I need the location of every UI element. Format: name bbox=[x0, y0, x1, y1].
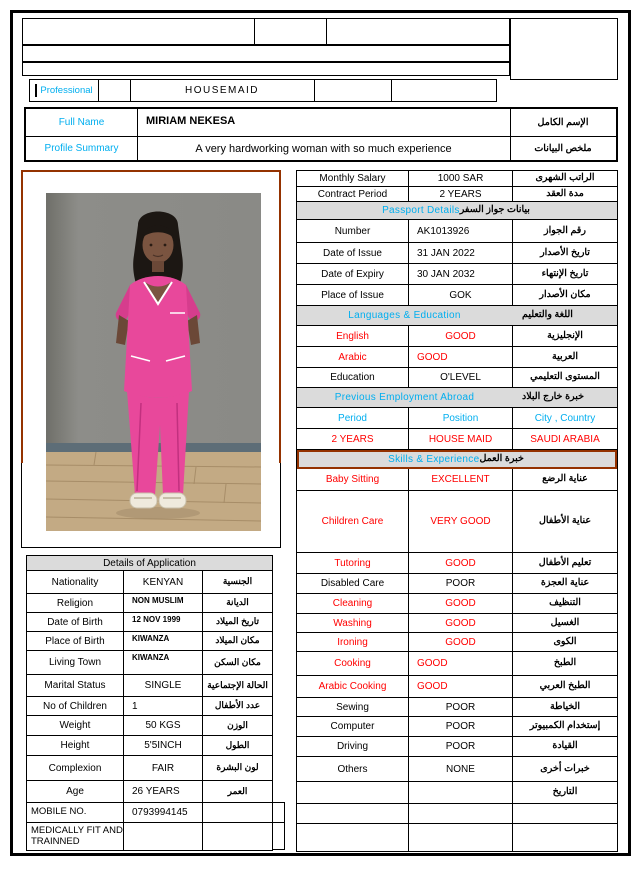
section-title-ar: خبرة العمل bbox=[479, 453, 524, 465]
disabled-care-arabic: عناية العجزة bbox=[512, 574, 617, 593]
section-title-ar: خبرة خارج البلاد bbox=[522, 391, 585, 403]
table-row-others bbox=[297, 757, 617, 782]
marital-status-arabic: الحالة الإجتماعية bbox=[202, 675, 272, 696]
number-arabic: رقم الجواز bbox=[512, 220, 617, 242]
profile-summary-arabic: ملخص البيانات bbox=[534, 143, 592, 154]
cooking-label: Cooking bbox=[334, 658, 371, 669]
age-label: Age bbox=[66, 786, 84, 797]
age-value: 26 YEARS bbox=[123, 781, 202, 802]
divider bbox=[98, 80, 99, 101]
arabic-cooking-label: Arabic Cooking bbox=[318, 681, 387, 692]
place-of-issue-arabic: مكان الأصدار bbox=[512, 285, 617, 305]
computer-value: POOR bbox=[408, 717, 512, 736]
cleaning-value: GOOD bbox=[408, 594, 512, 613]
table-row-religion bbox=[27, 594, 272, 613]
row-label bbox=[297, 804, 408, 823]
driving-arabic: القيادة bbox=[512, 737, 617, 756]
header-empty-row-2 bbox=[22, 62, 510, 76]
section-title-ar: اللغة والتعليم bbox=[522, 309, 573, 321]
tutoring-value: GOOD bbox=[408, 553, 512, 573]
number-value: AK1013926 bbox=[408, 220, 512, 242]
height-label: Height bbox=[60, 740, 90, 751]
medically-fit-and-trainned-label: MEDICALLY FIT AND TRAINNED bbox=[31, 825, 123, 847]
section-title-en: Previous Employment Abroad bbox=[334, 392, 475, 403]
mobile-no-label: MOBILE NO. bbox=[31, 806, 87, 818]
mobile-no-arabic bbox=[202, 803, 272, 822]
arabic-cooking-arabic: الطبخ العربي bbox=[512, 676, 617, 697]
others-label: Others bbox=[337, 763, 368, 775]
contract-period-value: 2 YEARS bbox=[408, 187, 512, 201]
divider bbox=[314, 80, 315, 101]
identity-table bbox=[24, 107, 618, 162]
living-town-value: KIWANZA bbox=[123, 651, 202, 674]
disabled-care-value: POOR bbox=[408, 574, 512, 593]
children-care-value: VERY GOOD bbox=[408, 491, 512, 552]
weight-value: 50 KGS bbox=[123, 716, 202, 735]
no-of-children-label: No of Children bbox=[43, 700, 107, 712]
baby-sitting-value: EXCELLENT bbox=[408, 469, 512, 490]
date-of-birth-arabic: تاريخ الميلاد bbox=[202, 613, 272, 631]
washing-arabic: الغسيل bbox=[512, 614, 617, 632]
place-of-birth-value: KIWANZA bbox=[123, 632, 202, 650]
table-row-height bbox=[27, 736, 272, 756]
tutoring-label: Tutoring bbox=[334, 557, 371, 569]
no-of-children-value: 1 bbox=[123, 697, 202, 715]
professional-label: Professional bbox=[40, 85, 93, 96]
column-cell-2-years: 2 YEARS bbox=[331, 433, 374, 445]
application-table bbox=[26, 555, 273, 851]
weight-arabic: الوزن bbox=[202, 716, 272, 735]
height-value: 5'5INCH bbox=[123, 736, 202, 755]
applicant-photo-svg bbox=[46, 193, 261, 531]
ironing-value: GOOD bbox=[408, 633, 512, 651]
column-cell-house-maid: HOUSE MAID bbox=[408, 429, 512, 449]
date-of-expiry-value: 30 JAN 2032 bbox=[408, 264, 512, 284]
table-row-english bbox=[297, 326, 617, 347]
table-row-cleaning bbox=[297, 594, 617, 614]
number-label: Number bbox=[334, 225, 371, 237]
section-title bbox=[299, 452, 615, 467]
living-town-arabic: مكان السكن bbox=[202, 651, 272, 674]
driving-label: Driving bbox=[336, 741, 369, 752]
weight-label: Weight bbox=[59, 720, 91, 731]
contract-period-arabic: مدة العقد bbox=[512, 187, 617, 201]
cursor-caret bbox=[35, 84, 37, 97]
complexion-arabic: لون البشرة bbox=[202, 756, 272, 780]
professional-row bbox=[29, 79, 497, 102]
row-value bbox=[408, 782, 512, 803]
table-row-arabic-cooking bbox=[297, 676, 617, 698]
children-care-label: Children Care bbox=[321, 516, 384, 527]
ironing-arabic: الكوى bbox=[512, 633, 617, 651]
place-of-issue-value: GOK bbox=[408, 285, 512, 305]
table-row-complexion bbox=[27, 756, 272, 781]
full-name-value: MIRIAM NEKESA bbox=[146, 115, 236, 127]
section-title-en: Languages & Education bbox=[348, 310, 461, 321]
nationality-arabic: الجنسية bbox=[202, 571, 272, 593]
section-title-en: Passport Details bbox=[382, 205, 460, 216]
section-title bbox=[297, 306, 512, 325]
row-arabic bbox=[512, 824, 617, 851]
applicant-photo bbox=[46, 193, 261, 531]
medically-fit-and-trainned-value bbox=[123, 823, 202, 850]
computer-label: Computer bbox=[330, 721, 375, 732]
row-value bbox=[408, 824, 512, 851]
table-row-education bbox=[297, 368, 617, 388]
column-cell-position: Position bbox=[408, 408, 512, 428]
extension-cell-2 bbox=[272, 822, 285, 850]
table-row-languages-education bbox=[297, 306, 617, 326]
marital-status-value: SINGLE bbox=[123, 675, 202, 696]
application-table-title bbox=[27, 556, 272, 571]
table-row-marital-status bbox=[27, 675, 272, 697]
header-empty-row-1 bbox=[22, 45, 510, 62]
table-row-computer bbox=[297, 717, 617, 737]
neck bbox=[152, 261, 164, 272]
table-row-date-of-birth bbox=[27, 613, 272, 632]
row-arabic bbox=[512, 804, 617, 823]
table-row-nationality bbox=[27, 571, 272, 594]
date-of-expiry-label: Date of Expiry bbox=[321, 268, 384, 280]
english-label: English bbox=[336, 330, 369, 342]
marital-status-label: Marital Status bbox=[44, 680, 106, 691]
children-care-arabic: عناية الأطفال bbox=[512, 491, 617, 552]
table-row-driving bbox=[297, 737, 617, 757]
disabled-care-label: Disabled Care bbox=[320, 578, 385, 589]
height-arabic: الطول bbox=[202, 736, 272, 755]
table-row-period bbox=[297, 408, 617, 429]
table-row-sewing bbox=[297, 698, 617, 717]
education-value: O'LEVEL bbox=[408, 368, 512, 387]
row-label bbox=[297, 824, 408, 851]
mobile-no-value: 0793994145 bbox=[123, 803, 202, 822]
baby-sitting-label: Baby Sitting bbox=[325, 474, 380, 485]
living-town-label: Living Town bbox=[48, 657, 102, 668]
section-title-en: Skills & Experience bbox=[388, 454, 480, 465]
table-row-skills-experience bbox=[297, 450, 617, 469]
english-value: GOOD bbox=[408, 326, 512, 346]
section-title bbox=[297, 388, 512, 407]
table-row-row bbox=[297, 824, 617, 852]
table-row-washing bbox=[297, 614, 617, 633]
row-arabic: التاريخ bbox=[512, 782, 617, 803]
nationality-value: KENYAN bbox=[123, 571, 202, 593]
full-name-arabic: الإسم الكامل bbox=[537, 117, 589, 128]
no-of-children-arabic: عدد الأطفال bbox=[202, 697, 272, 715]
washing-value: GOOD bbox=[408, 614, 512, 632]
extension-cell-1 bbox=[272, 802, 285, 823]
place-of-issue-label: Place of Issue bbox=[321, 289, 384, 301]
table-row-row bbox=[297, 782, 617, 804]
sewing-label: Sewing bbox=[336, 701, 369, 713]
header-right-box bbox=[510, 18, 618, 80]
religion-value: NON MUSLIM bbox=[123, 594, 202, 612]
date-of-birth-label: Date of Birth bbox=[47, 616, 103, 628]
table-row-2-years bbox=[297, 429, 617, 450]
english-arabic: الإنجليزية bbox=[512, 326, 617, 346]
shoe-right bbox=[159, 493, 186, 508]
cooking-value: GOOD bbox=[408, 652, 512, 675]
header-top-row bbox=[22, 18, 510, 45]
table-row-ironing bbox=[297, 633, 617, 652]
table-row-living-town bbox=[27, 651, 272, 675]
arabic-cooking-value: GOOD bbox=[408, 676, 512, 697]
others-arabic: خبرات أخرى bbox=[512, 757, 617, 781]
profile-summary-value: A very hardworking woman with so much experience bbox=[195, 142, 452, 155]
section-title-arabic bbox=[512, 306, 617, 325]
eye-right bbox=[164, 244, 167, 247]
table-row-row bbox=[297, 804, 617, 824]
contract-period-label: Contract Period bbox=[317, 188, 388, 200]
date-of-issue-value: 31 JAN 2022 bbox=[408, 243, 512, 263]
date-of-issue-label: Date of Issue bbox=[323, 247, 382, 259]
monthly-salary-value: 1000 SAR bbox=[408, 171, 512, 186]
full-name-label: Full Name bbox=[58, 117, 105, 128]
section-title bbox=[297, 202, 617, 219]
washing-label: Washing bbox=[333, 617, 372, 629]
complexion-value: FAIR bbox=[123, 756, 202, 780]
cleaning-label: Cleaning bbox=[332, 598, 373, 609]
section-title-arabic bbox=[512, 388, 617, 407]
driving-value: POOR bbox=[408, 737, 512, 756]
monthly-salary-label: Monthly Salary bbox=[319, 173, 386, 184]
date-of-birth-value: 12 NOV 1999 bbox=[123, 613, 202, 631]
religion-arabic: الديانة bbox=[202, 594, 272, 612]
baby-sitting-arabic: عناية الرضع bbox=[512, 469, 617, 490]
monthly-salary-arabic: الراتب الشهرى bbox=[512, 171, 617, 186]
column-cell-period: Period bbox=[338, 412, 367, 424]
table-row-place-of-issue bbox=[297, 285, 617, 306]
profession-value: HOUSEMAID bbox=[184, 85, 260, 96]
table-row-age bbox=[27, 781, 272, 803]
profile-summary-label: Profile Summary bbox=[44, 143, 119, 154]
table-row-contract-period bbox=[297, 187, 617, 202]
table-row-medically-fit-and-trainned bbox=[27, 823, 272, 851]
eye-left bbox=[150, 244, 153, 247]
table-row-monthly-salary bbox=[297, 171, 617, 187]
ironing-label: Ironing bbox=[337, 636, 368, 648]
arabic-value: GOOD bbox=[408, 347, 512, 367]
divider bbox=[391, 80, 392, 101]
row-value bbox=[408, 804, 512, 823]
section-title-ar: بيانات جواز السفر bbox=[459, 204, 530, 216]
place-of-birth-label: Place of Birth bbox=[45, 635, 105, 647]
table-row-mobile-no bbox=[27, 803, 272, 823]
sewing-value: POOR bbox=[408, 698, 512, 716]
table-row-passport-details bbox=[297, 202, 617, 220]
education-arabic: المستوى التعليمي bbox=[512, 368, 617, 387]
column-cell-saudi-arabia: SAUDI ARABIA bbox=[512, 429, 617, 449]
sewing-arabic: الخياطة bbox=[512, 698, 617, 716]
table-row-no-of-children bbox=[27, 697, 272, 716]
others-value: NONE bbox=[408, 757, 512, 781]
age-arabic: العمر bbox=[202, 781, 272, 802]
table-row-baby-sitting bbox=[297, 469, 617, 491]
professional-label-cell bbox=[30, 80, 98, 101]
place-of-birth-arabic: مكان الميلاد bbox=[202, 632, 272, 650]
arabic-label: Arabic bbox=[338, 351, 367, 363]
complexion-label: Complexion bbox=[48, 762, 102, 774]
cooking-arabic: الطبخ bbox=[512, 652, 617, 675]
arabic-arabic: العربية bbox=[512, 347, 617, 367]
cleaning-arabic: التنظيف bbox=[512, 594, 617, 613]
column-cell-city-country: City , Country bbox=[512, 408, 617, 428]
divider bbox=[254, 19, 255, 44]
computer-arabic: إستخدام الكمبيوتر bbox=[512, 717, 617, 736]
table-row-cooking bbox=[297, 652, 617, 676]
table-row-place-of-birth bbox=[27, 632, 272, 651]
table-row-date-of-issue bbox=[297, 243, 617, 264]
education-label: Education bbox=[330, 372, 375, 383]
tutoring-arabic: تعليم الأطفال bbox=[512, 553, 617, 573]
table-row-date-of-expiry bbox=[297, 264, 617, 285]
table-row-number bbox=[297, 220, 617, 243]
shoe-left bbox=[130, 493, 157, 508]
table-row-disabled-care bbox=[297, 574, 617, 594]
row-label bbox=[297, 782, 408, 803]
medically-fit-and-trainned-arabic bbox=[202, 823, 272, 850]
date-of-expiry-arabic: تاريخ الإنتهاء bbox=[512, 264, 617, 284]
table-row-children-care bbox=[297, 491, 617, 553]
nationality-label: Nationality bbox=[51, 576, 99, 588]
religion-label: Religion bbox=[56, 597, 94, 609]
table-row-tutoring bbox=[297, 553, 617, 574]
table-row-previous-employment-abroad bbox=[297, 388, 617, 408]
table-row-weight bbox=[27, 716, 272, 736]
application-table-title-text: Details of Application bbox=[103, 557, 196, 569]
table-row-arabic bbox=[297, 347, 617, 368]
date-of-issue-arabic: تاريخ الأصدار bbox=[512, 243, 617, 263]
floor-shadow bbox=[116, 507, 200, 519]
divider bbox=[326, 19, 327, 44]
details-table bbox=[296, 170, 618, 852]
